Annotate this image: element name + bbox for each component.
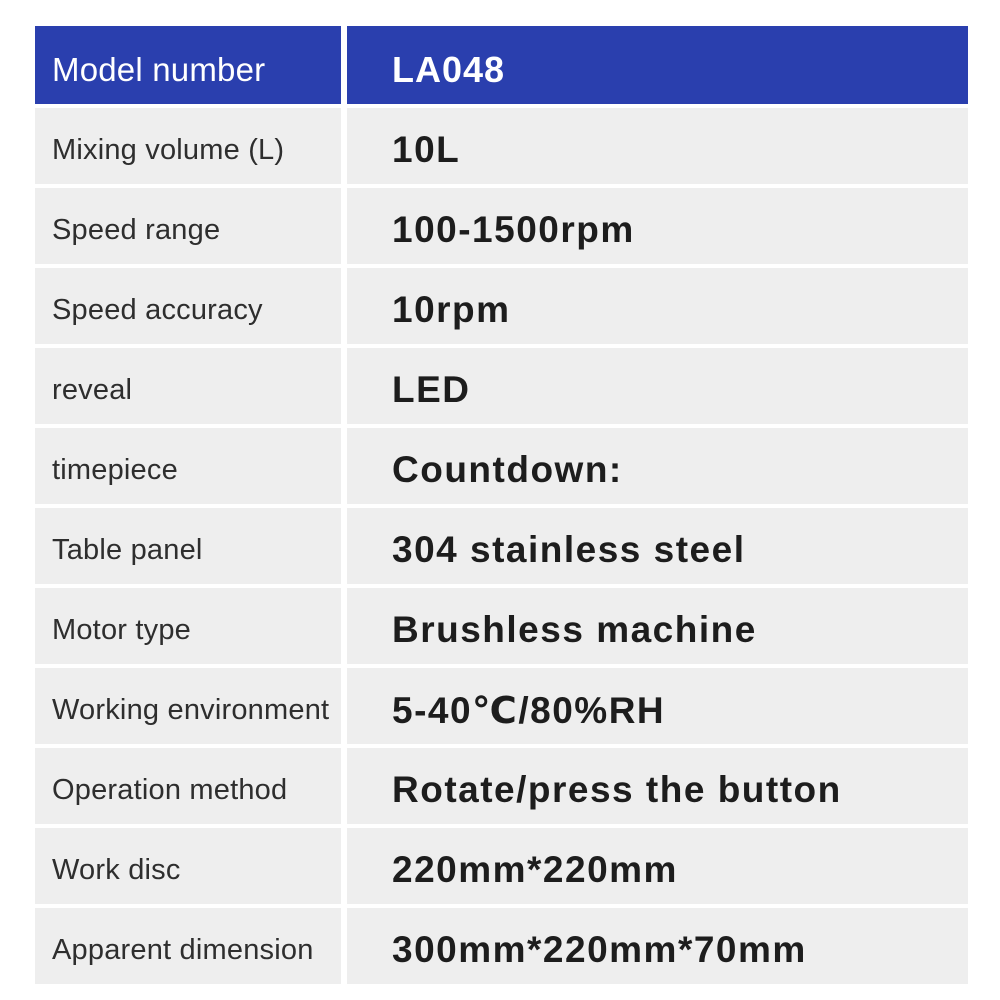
spec-value: 10rpm [347, 268, 968, 344]
spec-value: 304 stainless steel [347, 508, 968, 584]
spec-value: 300mm*220mm*70mm [347, 908, 968, 984]
spec-label: Table panel [35, 508, 341, 584]
table-row [35, 428, 968, 504]
header-value-cell: LA048 [347, 26, 968, 104]
spec-label: Work disc [35, 828, 341, 904]
table-row [35, 748, 968, 824]
table-row [35, 508, 968, 584]
spec-label: reveal [35, 348, 341, 424]
spec-value: 220mm*220mm [347, 828, 968, 904]
spec-value: Rotate/press the button [347, 748, 968, 824]
spec-label: Speed range [35, 188, 341, 264]
table-row [35, 588, 968, 664]
table-row [35, 188, 968, 264]
spec-value: 10L [347, 108, 968, 184]
product-spec-table [35, 26, 968, 984]
spec-value: Countdown: [347, 428, 968, 504]
spec-label: Mixing volume (L) [35, 108, 341, 184]
spec-label: timepiece [35, 428, 341, 504]
spec-value: LED [347, 348, 968, 424]
table-header-row [35, 26, 968, 104]
spec-label: Working environment [35, 668, 341, 744]
spec-label: Motor type [35, 588, 341, 664]
table-row [35, 348, 968, 424]
table-row [35, 828, 968, 904]
spec-value: 5-40℃/80%RH [347, 668, 968, 744]
spec-label: Operation method [35, 748, 341, 824]
table-row [35, 908, 968, 984]
table-row [35, 668, 968, 744]
spec-value: 100-1500rpm [347, 188, 968, 264]
header-label-cell: Model number [35, 26, 341, 104]
spec-label: Apparent dimension [35, 908, 341, 984]
table-row [35, 108, 968, 184]
table-row [35, 268, 968, 344]
spec-label: Speed accuracy [35, 268, 341, 344]
spec-value: Brushless machine [347, 588, 968, 664]
